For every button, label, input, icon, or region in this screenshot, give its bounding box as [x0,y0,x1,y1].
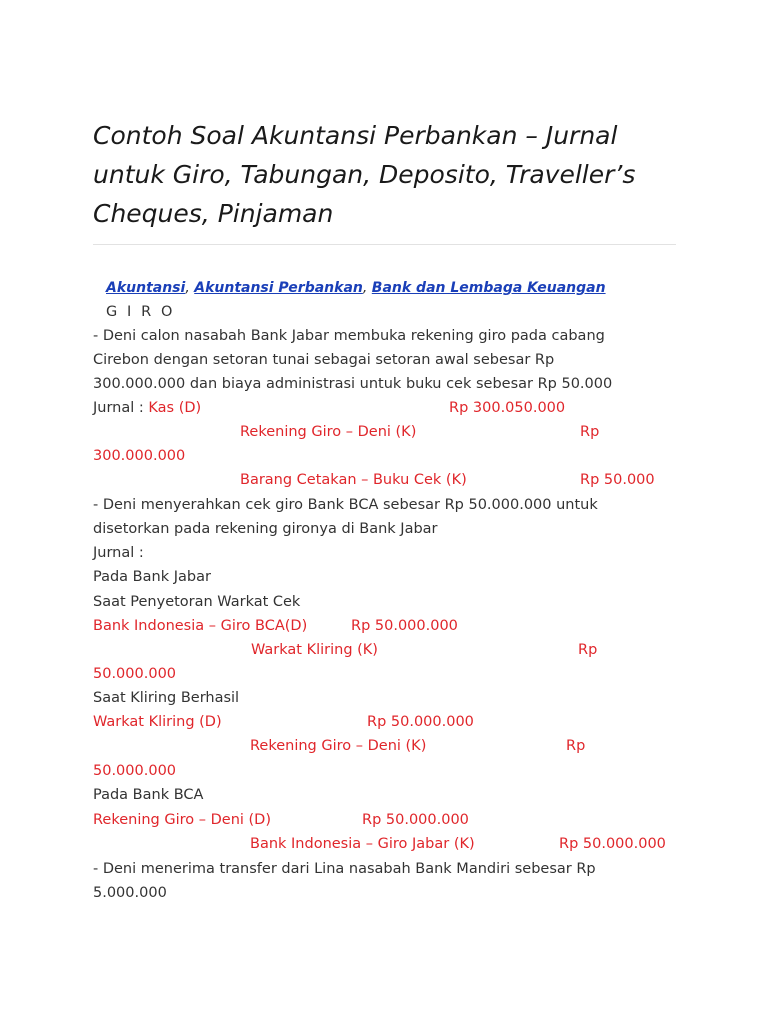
credit-amount-prefix: Rp [566,738,586,754]
category-link-akuntansi[interactable]: Akuntansi [106,280,186,296]
credit-account: Bank Indonesia – Giro Jabar (K) [250,836,475,852]
subheading: Saat Kliring Berhasil [93,690,240,706]
debit-amount: Rp 50.000.000 [351,618,458,634]
paragraph-line: - Deni menerima transfer dari Lina nasabah Bank Mandiri sebesar Rp [93,861,596,877]
paragraph-line: disetorkan pada rekening gironya di Bank Jabar [93,521,438,537]
category-links: Akuntansi, Akuntansi Perbankan, Bank dan Lembaga Keuangan [106,280,606,296]
subheading: Saat Penyetoran Warkat Cek [93,594,301,610]
journal-entry [93,398,201,418]
paragraph-line: 5.000.000 [93,885,167,901]
paragraph-line: Cirebon dengan setoran tunai sebagai setoran awal sebesar Rp [93,352,555,368]
credit-amount: Rp 50.000 [580,472,655,488]
title-divider [93,244,676,245]
debit-account: Bank Indonesia – Giro BCA(D) [93,618,308,634]
journal-label: Jurnal : [93,545,144,561]
credit-account: Warkat Kliring (K) [251,642,378,658]
credit-amount: 50.000.000 [93,666,177,682]
debit-amount: Rp 50.000.000 [367,714,474,730]
paragraph-line: - Deni menyerahkan cek giro Bank BCA sebesar Rp 50.000.000 untuk [93,497,598,513]
subheading: Pada Bank Jabar [93,569,211,585]
category-link-akuntansi-perbankan[interactable]: Akuntansi Perbankan [194,280,363,296]
credit-amount: 300.000.000 [93,448,186,464]
credit-amount: 50.000.000 [93,763,177,779]
paragraph-line: - Deni calon nasabah Bank Jabar membuka rekening giro pada cabang [93,328,605,344]
credit-amount-prefix: Rp [578,642,598,658]
journal-label: Jurnal : [93,400,149,416]
subheading: Pada Bank BCA [93,787,204,803]
category-link-bank-lembaga-keuangan[interactable]: Bank dan Lembaga Keuangan [371,280,606,296]
credit-account: Rekening Giro – Deni (K) [250,738,427,754]
paragraph-line: 300.000.000 dan biaya administrasi untuk buku cek sebesar Rp 50.000 [93,376,613,392]
debit-amount: Rp 300.050.000 [449,400,566,416]
credit-amount: Rp 50.000.000 [559,836,666,852]
debit-account: Kas (D) [148,400,202,416]
page-title: Contoh Soal Akuntansi Perbankan – Jurnal untuk Giro, Tabungan, Deposito, Traveller’s Cheques, Pinjaman [93,121,636,228]
debit-amount: Rp 50.000.000 [362,812,469,828]
debit-account: Rekening Giro – Deni (D) [93,812,272,828]
section-heading-giro: G I R O [106,304,176,320]
debit-account: Warkat Kliring (D) [93,714,222,730]
credit-account: Barang Cetakan – Buku Cek (K) [240,472,467,488]
credit-account: Rekening Giro – Deni (K) [240,424,417,440]
credit-amount-prefix: Rp [580,424,600,440]
